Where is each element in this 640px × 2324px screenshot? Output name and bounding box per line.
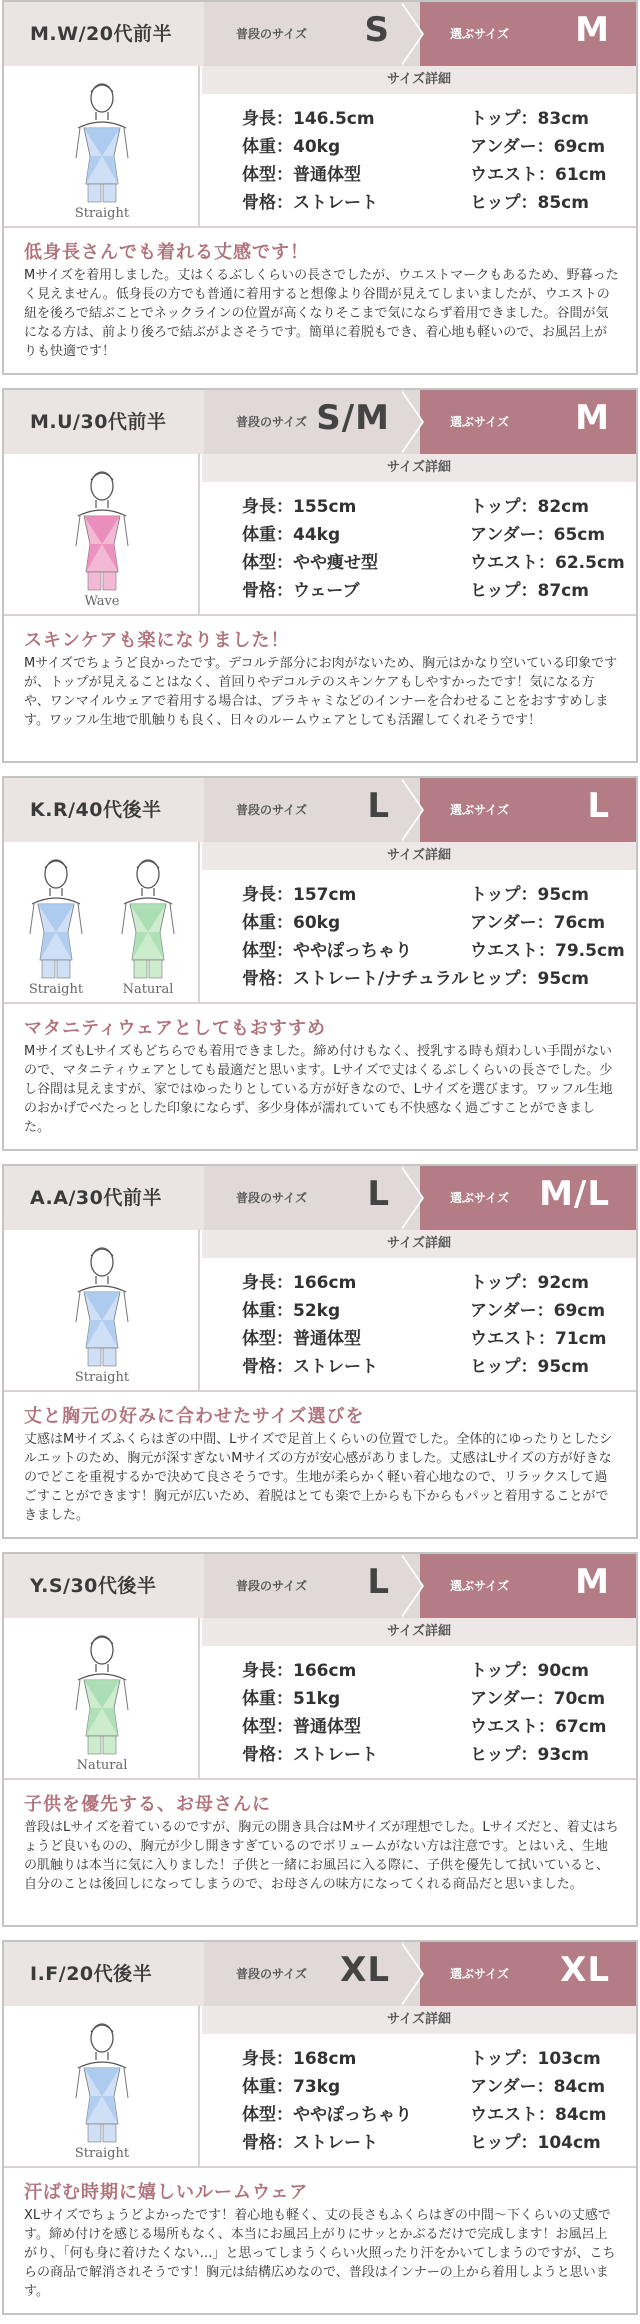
stat-frame: 骨格：ストレート/ナチュラル [242, 969, 469, 989]
figure-type-label: Natural [76, 1758, 128, 1773]
reviewer-name: M.U/30代前半 [4, 390, 204, 454]
stat-hip: ヒップ：85cm [470, 193, 589, 213]
usual-size-value: L [367, 1562, 390, 1602]
chosen-size-label: 選ぶサイズ [450, 1967, 510, 1981]
body-figure-illustration [4, 2006, 200, 2166]
stat-height: 身長：166cm [242, 1273, 357, 1293]
stat-top: トップ：83cm [470, 109, 589, 129]
size-detail-stats [202, 1646, 636, 1778]
size-detail-stats [202, 94, 636, 226]
stat-body-type: 体型：普通体型 [242, 165, 361, 185]
stat-height: 身長：146.5cm [242, 109, 375, 129]
review-header [4, 778, 636, 842]
stat-weight: 体重：51kg [242, 1689, 341, 1709]
chosen-size-value: M [575, 10, 610, 50]
reviewer-name: I.F/20代後半 [4, 1942, 204, 2006]
size-detail-header: サイズ詳細 [202, 1230, 636, 1258]
body-figure-icon [4, 66, 200, 226]
chosen-size-value: XL [560, 1950, 610, 1990]
chosen-size-value: M [575, 398, 610, 438]
stat-top: トップ：103cm [470, 2049, 601, 2069]
review-header [4, 1554, 636, 1618]
chosen-size-value: L [587, 786, 610, 826]
stat-weight: 体重：60kg [242, 913, 341, 933]
usual-size-value: XL [340, 1950, 390, 1990]
chosen-size-label: 選ぶサイズ [450, 1579, 510, 1593]
review-body: XLサイズでちょうどよかったです！着心地も軽く、丈の長さもふくらはぎの中間〜下くらいの丈感です。締め付けを感じる場所もなく、本当にお風呂上がりにサッとかぶるだけで完成します！お風呂上がり、「何も身に着けたくない…」と思ってしまうくらい火照ったり汗をかいてしまうのですが、こちらの商品で解消されそうです！胸元は結構広めなので、普段はインナーの上から着用しようと思います。 [24, 2208, 616, 2299]
chosen-size-panel [420, 390, 636, 454]
section-divider [4, 1778, 636, 1780]
usual-size-panel [204, 2, 420, 66]
body-figure-icon [4, 1230, 200, 1390]
stat-waist: ウエスト：61cm [470, 165, 607, 185]
review-title: 子供を優先する、お母さんに [24, 1794, 271, 1815]
body-figure-icon [4, 842, 200, 1002]
figure-type-label: Straight [74, 206, 130, 221]
chosen-size-panel [420, 1942, 636, 2006]
chosen-size-label: 選ぶサイズ [450, 27, 510, 41]
stat-weight: 体重：52kg [242, 1301, 341, 1321]
stat-height: 身長：168cm [242, 2049, 357, 2069]
stat-frame: 骨格：ストレート [242, 1357, 378, 1377]
usual-size-panel [204, 390, 420, 454]
stat-under: アンダー：70cm [470, 1689, 606, 1709]
usual-size-label: 普段のサイズ [236, 1967, 308, 1981]
arrow-icon [400, 1942, 422, 2006]
review-card [2, 1164, 638, 1539]
review-body: MサイズもLサイズもどちらでも着用できました。締め付けもなく、授乳する時も煩わしい手間がないので、マタニティウェアとしても最適だと思います。Lサイズで丈はくるぶしくらいの長さでした。少し谷間は見えますが、家ではゆったりとしている方が好きなので、Lサイズを選びます。ワッフル生地のおかげでベたっとした印象にならず、多少身体が濡れていても不快感なく過ごすことができました。 [24, 1044, 613, 1135]
review-card [2, 1552, 638, 1927]
usual-size-label: 普段のサイズ [236, 803, 308, 817]
arrow-icon [400, 1554, 422, 1618]
body-figure-icon [4, 1618, 200, 1778]
review-body: Mサイズでちょうど良かったです。デコルテ部分にお肉がないため、胸元はかなり空いている印象ですが、トップが見えることはなく、首回りやデコルテのスキンケアもしやすかったです！気になる方や、ワンマイルウェアで着用する場合は、ブラキャミなどのインナーを合わせることをおすすめします。ワッフル生地で肌触りも良く、日々のルームウェアとしても活躍してくれそうです！ [24, 656, 618, 728]
stat-frame: 骨格：ウェーブ [242, 581, 360, 601]
stat-frame: 骨格：ストレート [242, 193, 378, 213]
usual-size-panel [204, 778, 420, 842]
arrow-icon [400, 2, 422, 66]
review-title: スキンケアも楽になりました！ [24, 630, 290, 651]
review-title: マタニティウェアとしてもおすすめ [24, 1018, 327, 1039]
stat-hip: ヒップ：93cm [470, 1745, 589, 1765]
stat-body-type: 体型：普通体型 [242, 1717, 361, 1737]
usual-size-panel [204, 1942, 420, 2006]
usual-size-label: 普段のサイズ [236, 415, 308, 429]
review-header [4, 2, 636, 66]
stat-body-type: 体型：やや痩せ型 [242, 553, 378, 573]
stat-under: アンダー：69cm [470, 1301, 606, 1321]
chosen-size-label: 選ぶサイズ [450, 415, 510, 429]
stat-body-type: 体型：ややぽっちゃり [242, 2105, 412, 2125]
figure-type-label: Straight [74, 1370, 130, 1385]
figure-type-label: Wave [84, 594, 120, 609]
usual-size-value: L [367, 1174, 390, 1214]
reviewer-name: M.W/20代前半 [4, 2, 204, 66]
usual-size-panel [204, 1166, 420, 1230]
stat-body-type: 体型：ややぽっちゃり [242, 941, 412, 961]
chosen-size-label: 選ぶサイズ [450, 1191, 510, 1205]
review-body: 丈感はMサイズふくらはぎの中間、Lサイズで足首上くらいの位置でした。全体的にゆったりとしたシルエットのため、胸元が深すぎないMサイズの方が安心感がありました。丈感はLサイズの方が好きなのでどこを重視するかで決めて良さそうです。生地が柔らかく軽い着心地なので、リラックスして過ごすことができます！胸元が広いため、着脱はとても楽で上からも下からもパッと着用することができました。 [24, 1432, 613, 1523]
stat-top: トップ：82cm [470, 497, 589, 517]
stat-height: 身長：166cm [242, 1661, 357, 1681]
size-detail-header: サイズ詳細 [202, 66, 636, 94]
stat-hip: ヒップ：95cm [470, 969, 589, 989]
stat-body-type: 体型：普通体型 [242, 1329, 361, 1349]
size-detail-header: サイズ詳細 [202, 1618, 636, 1646]
arrow-icon [400, 1166, 422, 1230]
stat-top: トップ：90cm [470, 1661, 589, 1681]
review-title: 低身長さんでも着れる丈感です！ [24, 242, 309, 263]
stat-frame: 骨格：ストレート [242, 1745, 378, 1765]
body-figure-illustration [4, 1230, 200, 1390]
arrow-icon [400, 390, 422, 454]
usual-size-value: L [367, 786, 390, 826]
reviewer-name: K.R/40代後半 [4, 778, 204, 842]
size-detail-header: サイズ詳細 [202, 842, 636, 870]
chosen-size-value: M [575, 1562, 610, 1602]
review-header [4, 1166, 636, 1230]
stat-waist: ウエスト：62.5cm [470, 553, 625, 573]
figure-type-label: Straight [28, 982, 84, 997]
stat-under: アンダー：76cm [470, 913, 606, 933]
stat-under: アンダー：65cm [470, 525, 606, 545]
reviewer-name: Y.S/30代後半 [4, 1554, 204, 1618]
size-detail-stats [202, 870, 636, 1002]
body-figure-icon [4, 454, 200, 614]
chosen-size-panel [420, 1554, 636, 1618]
size-detail-header: サイズ詳細 [202, 454, 636, 482]
stat-hip: ヒップ：95cm [470, 1357, 589, 1377]
body-figure-illustration [4, 842, 200, 1002]
usual-size-label: 普段のサイズ [236, 27, 308, 41]
review-title: 丈と胸元の好みに合わせたサイズ選びを [24, 1406, 365, 1427]
review-body: Mサイズを着用しました。丈はくるぶしくらいの長さでしたが、ウエストマークもあるため、野暮ったく見えません。低身長の方でも普通に着用すると想像より谷間が見えてしまいましたが、ウエストの紐を後ろで結ぶことでネックラインの位置が高くなりそこまで気にならず着用できました。谷間が気になる方は、前より後ろで結ぶがよさそうです。簡単に着脱もでき、着心地も軽いので、お風呂上がりも快適です！ [24, 268, 619, 359]
reviewer-name: A.A/30代前半 [4, 1166, 204, 1230]
stat-top: トップ：92cm [470, 1273, 589, 1293]
stat-waist: ウエスト：84cm [470, 2105, 607, 2125]
stat-top: トップ：95cm [470, 885, 589, 905]
stat-height: 身長：157cm [242, 885, 357, 905]
review-title: 汗ばむ時期に嬉しいルームウェア [24, 2182, 309, 2203]
section-divider [4, 1390, 636, 1392]
review-card [2, 1940, 638, 2315]
body-figure-illustration [4, 454, 200, 614]
section-divider [4, 614, 636, 616]
size-detail-stats [202, 2034, 636, 2166]
review-card [2, 0, 638, 375]
stat-waist: ウエスト：79.5cm [470, 941, 625, 961]
usual-size-value: S/M [316, 398, 390, 438]
usual-size-value: S [364, 10, 390, 50]
chosen-size-value: M/L [539, 1174, 610, 1214]
stat-hip: ヒップ：87cm [470, 581, 589, 601]
body-figure-illustration [4, 66, 200, 226]
stat-waist: ウエスト：67cm [470, 1717, 607, 1737]
arrow-icon [400, 778, 422, 842]
body-figure-illustration [4, 1618, 200, 1778]
review-body: 普段はLサイズを着ているのですが、胸元の開き具合はMサイズが理想でした。Lサイズだと、着丈はちょうど良いものの、胸元が少し開きすぎているのでボリュームがない方は注意です。とはいえ、生地の肌触りは本当に気に入りました！子供と一緒にお風呂に入る際に、子供を優先して拭いていると、自分のことは後回しになってしまうので、お母さんの味方になってくれる商品だと思いました。 [24, 1820, 619, 1892]
chosen-size-panel [420, 1166, 636, 1230]
review-header [4, 390, 636, 454]
review-card [2, 776, 638, 1151]
chosen-size-label: 選ぶサイズ [450, 803, 510, 817]
section-divider [4, 1002, 636, 1004]
usual-size-panel [204, 1554, 420, 1618]
review-card [2, 388, 638, 763]
stat-weight: 体重：40kg [242, 137, 341, 157]
body-figure-icon [4, 2006, 200, 2166]
section-divider [4, 2166, 636, 2168]
chosen-size-panel [420, 2, 636, 66]
stat-weight: 体重：44kg [242, 525, 341, 545]
chosen-size-panel [420, 778, 636, 842]
stat-frame: 骨格：ストレート [242, 2133, 378, 2153]
stat-weight: 体重：73kg [242, 2077, 341, 2097]
section-divider [4, 226, 636, 228]
figure-type-label: Natural [122, 982, 174, 997]
usual-size-label: 普段のサイズ [236, 1579, 308, 1593]
stat-height: 身長：155cm [242, 497, 357, 517]
stat-waist: ウエスト：71cm [470, 1329, 607, 1349]
size-detail-header: サイズ詳細 [202, 2006, 636, 2034]
figure-type-label: Straight [74, 2146, 130, 2161]
usual-size-label: 普段のサイズ [236, 1191, 308, 1205]
stat-under: アンダー：84cm [470, 2077, 606, 2097]
review-header [4, 1942, 636, 2006]
stat-under: アンダー：69cm [470, 137, 606, 157]
size-detail-stats [202, 482, 636, 614]
size-detail-stats [202, 1258, 636, 1390]
stat-hip: ヒップ：104cm [470, 2133, 601, 2153]
